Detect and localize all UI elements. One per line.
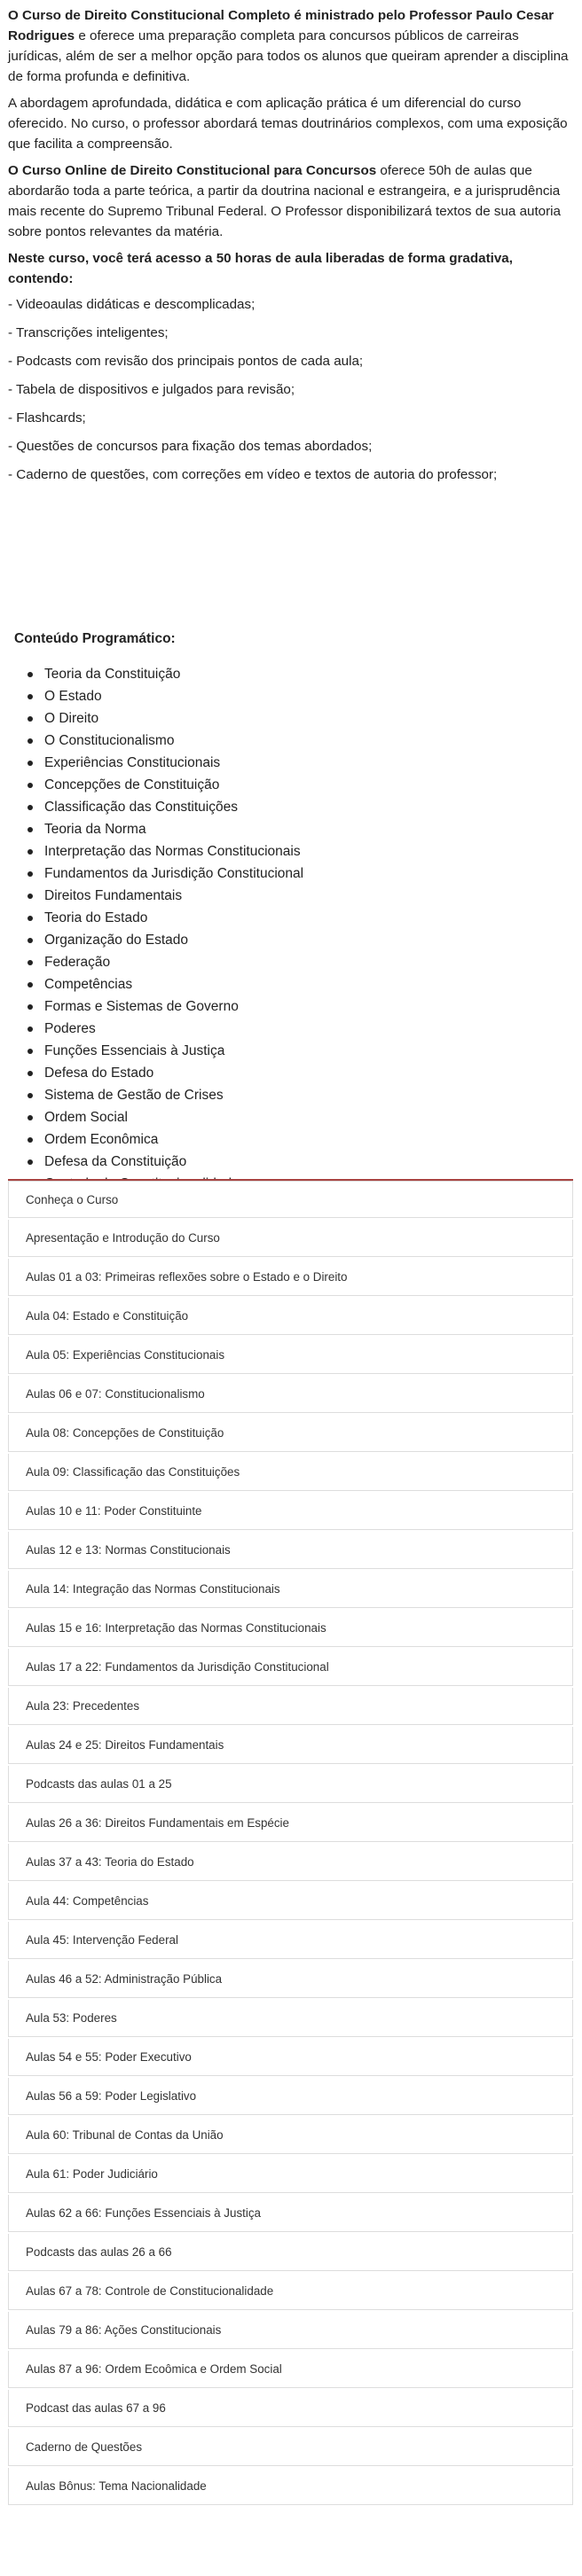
topic-label: Organização do Estado — [44, 933, 188, 948]
topic-label: Teoria da Constituição — [44, 667, 181, 682]
module-item-aula-23[interactable]: Aula 23: Precedentes — [8, 1688, 573, 1725]
topic-item — [23, 685, 303, 707]
module-item-podcasts-01-25[interactable]: Podcasts das aulas 01 a 25 — [8, 1766, 573, 1803]
module-item-aula-09[interactable]: Aula 09: Classificação das Constituições — [8, 1454, 573, 1491]
module-item-aula-44[interactable]: Aula 44: Competências — [8, 1883, 573, 1920]
module-item-aula-14[interactable]: Aula 14: Integração das Normas Constitucionais — [8, 1571, 573, 1608]
topic-label: O Direito — [44, 711, 99, 726]
intro-paragraph-1 — [8, 5, 576, 87]
bullet-dot-icon — [28, 1049, 33, 1054]
intro-paragraph-4 — [8, 248, 576, 289]
module-item-podcasts-26-66[interactable]: Podcasts das aulas 26 a 66 — [8, 2234, 573, 2271]
topic-item — [23, 885, 303, 907]
bullet-dot-icon — [28, 871, 33, 877]
feature-item: - Flashcards; — [8, 410, 86, 425]
topic-label: Formas e Sistemas de Governo — [44, 999, 239, 1014]
module-item-aulas-26-36[interactable]: Aulas 26 a 36: Direitos Fundamentais em Espécie — [8, 1805, 573, 1842]
features-list — [8, 291, 576, 489]
bullet-dot-icon — [28, 849, 33, 855]
bullet-dot-icon — [28, 1159, 33, 1165]
course-modules-accordion — [8, 1179, 573, 2507]
module-item-aulas-67-78[interactable]: Aulas 67 a 78: Controle de Constitucionalidade — [8, 2273, 573, 2310]
bullet-dot-icon — [28, 1115, 33, 1120]
module-item-aulas-15-16[interactable]: Aulas 15 e 16: Interpretação das Normas Constitucionais — [8, 1610, 573, 1647]
feature-item: - Tabela de dispositivos e julgados para revisão; — [8, 382, 295, 397]
bullet-dot-icon — [28, 738, 33, 744]
module-item-aulas-24-25[interactable]: Aulas 24 e 25: Direitos Fundamentais — [8, 1727, 573, 1764]
feature-item: - Podcasts com revisão dos principais pontos de cada aula; — [8, 354, 364, 369]
topic-item — [23, 730, 303, 752]
bullet-dot-icon — [28, 1026, 33, 1032]
module-item-aulas-bonus[interactable]: Aulas Bônus: Tema Nacionalidade — [8, 2468, 573, 2505]
module-item-aula-05[interactable]: Aula 05: Experiências Constitucionais — [8, 1337, 573, 1374]
topic-item — [23, 1128, 303, 1151]
topic-label: O Estado — [44, 689, 102, 704]
bullet-dot-icon — [28, 916, 33, 921]
module-item-aulas-06-07[interactable]: Aulas 06 e 07: Constitucionalismo — [8, 1376, 573, 1413]
bullet-dot-icon — [28, 982, 33, 987]
topic-label: Competências — [44, 977, 133, 992]
topic-label: Defesa do Estado — [44, 1066, 154, 1081]
module-item-podcast-67-96[interactable]: Podcast das aulas 67 a 96 — [8, 2390, 573, 2427]
bullet-dot-icon — [28, 960, 33, 965]
topic-item — [23, 951, 303, 973]
module-item-apresentacao[interactable]: Apresentação e Introdução do Curso — [8, 1220, 573, 1257]
module-item-aulas-17-22[interactable]: Aulas 17 a 22: Fundamentos da Jurisdição Constitucional — [8, 1649, 573, 1686]
intro-paragraph-3-bold: O Curso Online de Direito Constitucional para Concursos — [8, 163, 377, 178]
topic-item — [23, 863, 303, 885]
topic-label: Interpretação das Normas Constitucionais — [44, 844, 301, 859]
topic-item — [23, 1040, 303, 1062]
bullet-dot-icon — [28, 761, 33, 766]
module-item-aulas-87-96[interactable]: Aulas 87 a 96: Ordem Ecoômica e Ordem Social — [8, 2351, 573, 2388]
topic-item — [23, 1151, 303, 1173]
intro-paragraph-3 — [8, 160, 576, 242]
topic-label: Ordem Econômica — [44, 1132, 159, 1147]
topic-label: Concepções de Constituição — [44, 777, 220, 792]
bullet-dot-icon — [28, 1004, 33, 1010]
bullet-dot-icon — [28, 694, 33, 699]
module-item-aulas-62-66[interactable]: Aulas 62 a 66: Funções Essenciais à Justiça — [8, 2195, 573, 2232]
module-item-caderno-questoes[interactable]: Caderno de Questões — [8, 2429, 573, 2466]
topic-item — [23, 774, 303, 796]
module-item-aula-53[interactable]: Aula 53: Poderes — [8, 2000, 573, 2037]
module-item-aulas-12-13[interactable]: Aulas 12 e 13: Normas Constitucionais — [8, 1532, 573, 1569]
module-item-aula-08[interactable]: Aula 08: Concepções de Constituição — [8, 1415, 573, 1452]
topic-item — [23, 1106, 303, 1128]
topic-item — [23, 663, 303, 685]
conteudo-programatico-list — [23, 663, 303, 1195]
topic-label: Experiências Constitucionais — [44, 755, 221, 770]
bullet-dot-icon — [28, 938, 33, 943]
module-item-conheca-o-curso[interactable]: Conheça o Curso — [8, 1181, 573, 1218]
topic-label: Federação — [44, 955, 111, 970]
topic-item — [23, 929, 303, 951]
intro-paragraph-2: A abordagem aprofundada, didática e com aplicação prática é um diferencial do curso oferecido. No curso, o professor abordará temas doutrinários complexos, com uma exposição que facilita a compreensão. — [8, 96, 568, 152]
feature-item: - Questões de concursos para fixação dos temas abordados; — [8, 439, 373, 454]
topic-item — [23, 1062, 303, 1084]
feature-item: - Videoaulas didáticas e descomplicadas; — [8, 297, 256, 312]
topic-item — [23, 907, 303, 929]
bullet-dot-icon — [28, 1137, 33, 1143]
topic-label: Defesa da Constituição — [44, 1154, 187, 1169]
intro-paragraph-1-text: e oferece uma preparação completa para concursos públicos de carreiras jurídicas, além de ser a melhor opção para todos os alunos que queiram aprender a disciplina de forma profunda e definitiva. — [8, 28, 569, 84]
bullet-dot-icon — [28, 783, 33, 788]
topic-label: Direitos Fundamentais — [44, 888, 183, 903]
module-item-aulas-10-11[interactable]: Aulas 10 e 11: Poder Constituinte — [8, 1493, 573, 1530]
topic-item — [23, 1084, 303, 1106]
module-item-aula-45[interactable]: Aula 45: Intervenção Federal — [8, 1922, 573, 1959]
module-item-aulas-01-03[interactable]: Aulas 01 a 03: Primeiras reflexões sobre o Estado e o Direito — [8, 1259, 573, 1296]
bullet-dot-icon — [28, 1093, 33, 1098]
course-description — [8, 5, 576, 489]
topic-item — [23, 973, 303, 995]
feature-item: - Transcrições inteligentes; — [8, 325, 169, 340]
topic-item — [23, 707, 303, 730]
topic-label: Fundamentos da Jurisdição Constitucional — [44, 866, 304, 881]
bullet-dot-icon — [28, 1071, 33, 1076]
topic-item — [23, 840, 303, 863]
topic-item — [23, 796, 303, 818]
bullet-dot-icon — [28, 716, 33, 722]
module-item-aulas-46-52[interactable]: Aulas 46 a 52: Administração Pública — [8, 1961, 573, 1998]
topic-label: Funções Essenciais à Justiça — [44, 1043, 225, 1058]
intro-paragraph-3-text: oferece 50h de aulas que abordarão toda a parte teórica, a partir da doutrina nacional e estrangeira, e a jurisprudência mais recente do Supremo Tribunal Federal. O Professor disponibilizará textos de sua autoria sobre pontos relevantes da matéria. — [8, 163, 562, 239]
module-item-aula-60[interactable]: Aula 60: Tribunal de Contas da União — [8, 2117, 573, 2154]
topic-label: O Constitucionalismo — [44, 733, 175, 748]
topic-label: Poderes — [44, 1021, 96, 1036]
bullet-dot-icon — [28, 894, 33, 899]
module-item-aulas-54-55[interactable]: Aulas 54 e 55: Poder Executivo — [8, 2039, 573, 2076]
topic-label: Ordem Social — [44, 1110, 128, 1125]
bullet-dot-icon — [28, 827, 33, 832]
bullet-dot-icon — [28, 805, 33, 810]
topic-item — [23, 752, 303, 774]
module-item-aulas-56-59[interactable]: Aulas 56 a 59: Poder Legislativo — [8, 2078, 573, 2115]
topic-item — [23, 995, 303, 1018]
topic-label: Teoria da Norma — [44, 822, 146, 837]
topic-label: Classificação das Constituições — [44, 800, 238, 815]
topic-item — [23, 818, 303, 840]
module-item-aula-61[interactable]: Aula 61: Poder Judiciário — [8, 2156, 573, 2193]
intro-paragraph-4-bold: Neste curso, você terá acesso a 50 horas de aula liberadas de forma gradativa, contendo: — [8, 251, 513, 286]
bullet-dot-icon — [28, 672, 33, 677]
topic-label: Teoria do Estado — [44, 910, 148, 925]
module-item-aula-04[interactable]: Aula 04: Estado e Constituição — [8, 1298, 573, 1335]
intro-paragraph-1-bold: O Curso de Direito Constitucional Completo é ministrado pelo Professor Paulo Cesar Rodrigues — [8, 8, 554, 43]
feature-item: - Caderno de questões, com correções em vídeo e textos de autoria do professor; — [8, 467, 498, 482]
topic-label: Sistema de Gestão de Crises — [44, 1088, 224, 1103]
topic-item — [23, 1018, 303, 1040]
module-item-aulas-37-43[interactable]: Aulas 37 a 43: Teoria do Estado — [8, 1844, 573, 1881]
conteudo-programatico-title: Conteúdo Programático: — [14, 631, 176, 646]
module-item-aulas-79-86[interactable]: Aulas 79 a 86: Ações Constitucionais — [8, 2312, 573, 2349]
